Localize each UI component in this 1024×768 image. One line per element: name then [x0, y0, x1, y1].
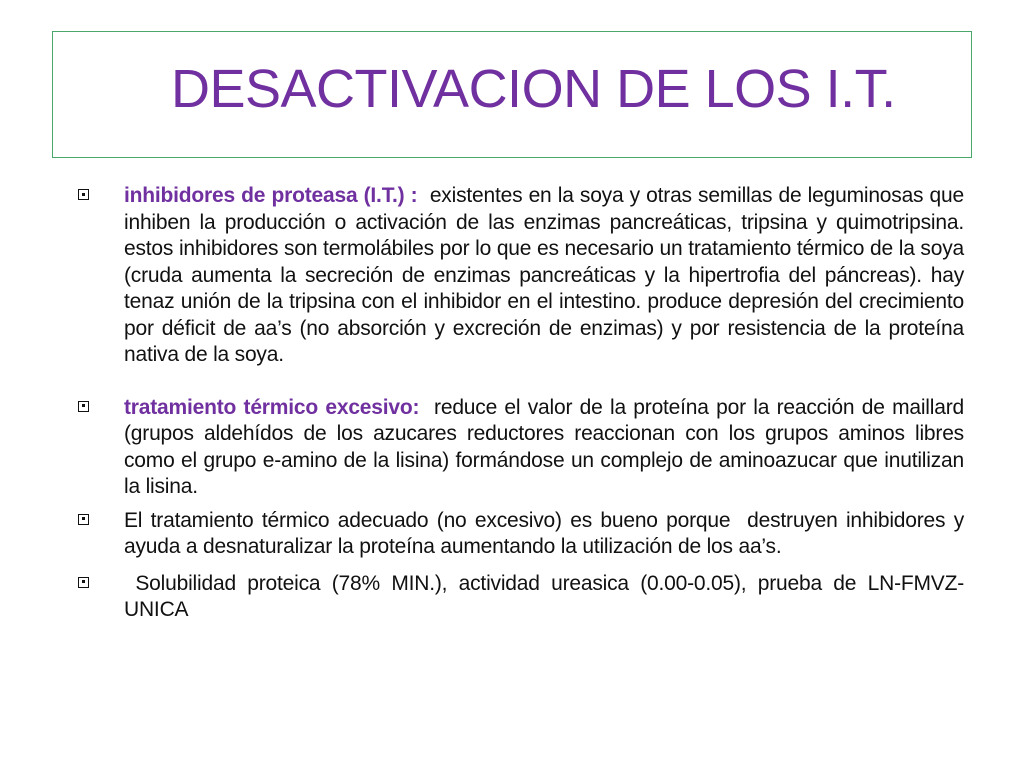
bullet-text: existentes en la soya y otras semillas de leguminosas que inhiben la producción o activación de las enzimas pancreáticas, tripsina y quimotripsina. estos inhibidores son termolábiles por lo que es necesario un tratamiento térmico de la soya (cruda aumenta la secreción de enzimas pancreáticas y la hipertrofia del páncreas). hay tenaz unión de la tripsina con el inhibidor en el intestino. produce depresión del crecimiento por déficit de aa’s (no absorción y excreción de enzimas) y por resistencia de la proteína nativa de la soya. [124, 184, 970, 366]
square-bullet-icon [78, 401, 89, 412]
bullet-item-solubility [78, 571, 964, 624]
bullet-item-excessive-heat [78, 395, 970, 501]
square-bullet-icon [78, 514, 89, 525]
bullet-list [78, 183, 970, 624]
bullet-term: tratamiento térmico excesivo: [124, 395, 420, 419]
bullet-text: El tratamiento térmico adecuado (no excesivo) es bueno porque destruyen inhibidores y ayuda a desnaturalizar la proteína aumentando la utilización de los aa’s. [124, 508, 970, 558]
bullet-item-adequate-heat [78, 508, 970, 561]
slide-title: DESACTIVACION DE LOS I.T. [171, 59, 896, 119]
square-bullet-icon [78, 189, 89, 200]
bullet-text: reduce el valor de la proteína por la reacción de maillard (grupos aldehídos de los azucares reductores reaccionan con los grupos aminos libres como el grupo e-amino de la lisina) formándose un complejo de aminoazucar que inutilizan la lisina. [124, 395, 970, 498]
square-bullet-icon [78, 577, 89, 588]
bullet-item-inhibitors [78, 183, 970, 369]
bullet-text: Solubilidad proteica (78% MIN.), actividad ureasica (0.00-0.05), prueba de LN-FMVZ-UNICA [124, 571, 965, 621]
bullet-term: inhibidores de proteasa (I.T.) : [124, 184, 418, 207]
